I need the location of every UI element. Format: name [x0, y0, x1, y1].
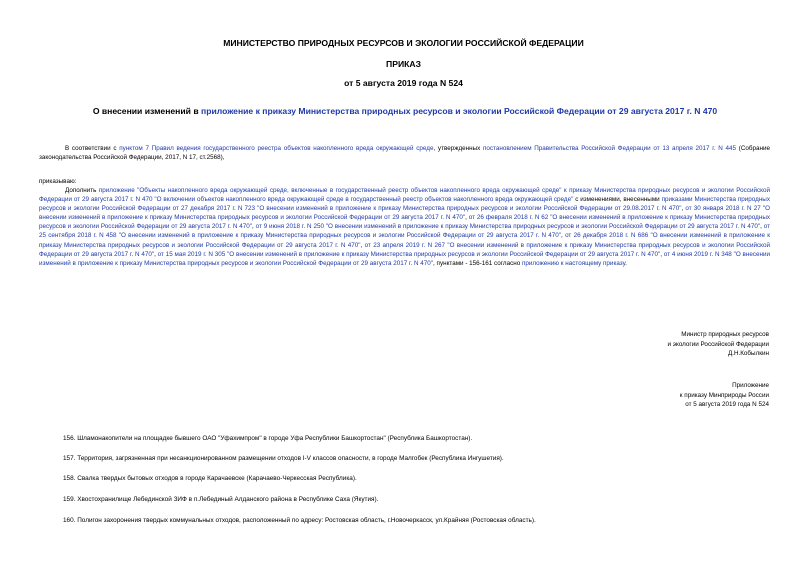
preamble-paragraph	[39, 144, 770, 162]
list-item: 160. Полигон захоронения твердых коммунальных отходов, расположенный по адресу: Ростовская область, г.Новочеркасск, ул.Крайняя (Ростовская область).	[63, 517, 536, 524]
title-link[interactable]: приложение к приказу Министерства природных ресурсов и экологии Российской Федерации от 29 августа 2017 г. N 470	[201, 106, 718, 116]
body-link-attachment[interactable]: приложению к настоящему приказу	[521, 259, 626, 267]
date-number-heading: от 5 августа 2019 года N 524	[344, 78, 463, 88]
body-text-6: ,	[760, 223, 764, 231]
appendix-line-3: от 5 августа 2019 года N 524	[685, 401, 769, 408]
preamble-link-decree[interactable]: постановлением Правительства Российской Федерации от 13 апреля 2017 г. N 445	[482, 145, 737, 152]
preamble-text-1: В соответствии с	[65, 145, 120, 152]
title-prefix: О внесении изменений в	[92, 106, 201, 116]
list-item: 158. Свалка твердых бытовых отходов в городе Карачаевске (Карачаево-Черкесская Республика).	[63, 475, 357, 482]
appendix-line-1: Приложение	[732, 382, 769, 389]
body-text-11: , пунктами - 156-161 согласно	[433, 259, 522, 267]
body-link-order-27[interactable]: от 30 января 2018 г. N 27 "О внесении изменений в приложение к приказу Министерства природных ресурсов и экологии Российской Федерации от 29 августа 2017 г. N 470"	[39, 205, 771, 222]
body-text-10: ,	[660, 250, 664, 258]
body-link-order-305[interactable]: от 15 мая 2019 г. N 305 "О внесении изменений в приложение к приказу Министерства природных ресурсов и экологии Российской Федерации от 29 августа 2017 г. N 470"	[157, 250, 661, 258]
body-text-5: ,	[251, 223, 256, 231]
order-title	[40, 106, 770, 116]
body-text-2: с изменениями, внесенными	[573, 196, 662, 204]
body-paragraph	[39, 186, 770, 268]
body-link-order-62[interactable]: от 26 февраля 2018 г. N 62 "О внесении изменений в приложение к приказу Министерства природных ресурсов и экологии Российской Федерации от 29 августа 2017 г. N 470"	[39, 214, 770, 231]
appendix-line-2: к приказу Минприроды России	[679, 391, 769, 399]
signature-line-3: Д.Н.Кобылкин	[727, 350, 769, 357]
body-text-9: ,	[154, 250, 158, 258]
body-text-8: ,	[360, 241, 365, 249]
signature-line-1: Министр природных ресурсов	[681, 331, 769, 338]
preamble-link-rules[interactable]: пунктом 7 Правил ведения государственного реестра объектов накопленного вреда окружающей среде	[119, 145, 434, 152]
body-text-7: ,	[561, 232, 566, 240]
list-item: 157. Территория, загрязненная при несанкционированном размещении отходов I-V классов опасности, в городе Малгобек (Республика Ингушетия).	[63, 455, 504, 462]
body-link-order-723[interactable]: приказами Министерства природных ресурсов и экологии Российской Федерации от 27 декабря 2017 г. N 723 "О внесении изменений в приложение к приказу Министерства природных ресурсов и экологии Российской Федерации от 29.08.2017 г. N 470"	[39, 196, 770, 213]
list-item: 156. Шламонакопители на площадке бывшего ОАО "Уфахимпром" в городе Уфа Республики Башкортостан" (Республика Башкортостан).	[63, 435, 473, 442]
doc-type-heading: ПРИКАЗ	[386, 59, 421, 69]
ministry-heading: МИНИСТЕРСТВО ПРИРОДНЫХ РЕСУРСОВ И ЭКОЛОГИИ РОССИЙСКОЙ ФЕДЕРАЦИИ	[223, 38, 584, 48]
body-text-3: ,	[681, 205, 686, 213]
appendix-reference	[680, 381, 769, 410]
body-link-order-267[interactable]: от 23 апреля 2019 г. N 267 "О внесении изменений в приложение к приказу Министерства природных ресурсов и экологии Российской Федерации от 29 августа 2017 г. N 470"	[39, 241, 770, 258]
body-text-12: .	[625, 259, 627, 267]
body-link-order-458[interactable]: от 25 сентября 2018 г. N 458 "О внесении изменений в приложение к приказу Министерства природных ресурсов и экологии Российской Федерации от 29 августа 2017 г. N 470"	[39, 223, 771, 240]
body-link-order-686[interactable]: от 26 декабря 2018 г. N 686 "О внесении изменений в приложение к приказу Министерства природных ресурсов и экологии Российской Федерации от 29 августа 2017 г. N 470"	[39, 232, 771, 249]
body-text-1: Дополнить	[65, 187, 99, 194]
preamble-text-2: , утвержденных	[433, 145, 483, 152]
signature-block	[668, 330, 769, 359]
list-item: 159. Хвостохранилище Лебединской ЗИФ в п.Лебединый Алданского района в Республике Саха (Якутия).	[63, 496, 379, 503]
order-word: приказываю:	[39, 178, 77, 185]
body-text-4: ,	[465, 214, 469, 222]
body-link-appendix[interactable]: приложение "Объекты накопленного вреда окружающей среде, включенные в государственный реестр объектов накопленного вреда окружающей среде" к приказу Министерства природных ресурсов и экологии Российской Федерации от 29 августа 2017 г. N 470 "О включении объектов накопленного вреда окружающей среде в государственный реестр объектов накопленного вреда окружающей среде"	[39, 187, 770, 204]
body-link-order-250[interactable]: от 9 июня 2018 г. N 250 "О внесении изменений в приложение к приказу Министерства природных ресурсов и экологии Российской Федерации от 29 августа 2017 г. N 470"	[255, 223, 761, 231]
signature-line-2: и экологии Российской Федерации	[667, 340, 769, 348]
body-link-order-348[interactable]: от 4 июня 2019 г. N 348 "О внесении изменений в приложение к приказу Министерства природных ресурсов и экологии Российской Федерации от 29 августа 2017 г. N 470"	[39, 250, 771, 267]
preamble-text-3: (Собрание законодательства Российской Федерации, 2017, N 17, ст.2568),	[39, 145, 770, 162]
